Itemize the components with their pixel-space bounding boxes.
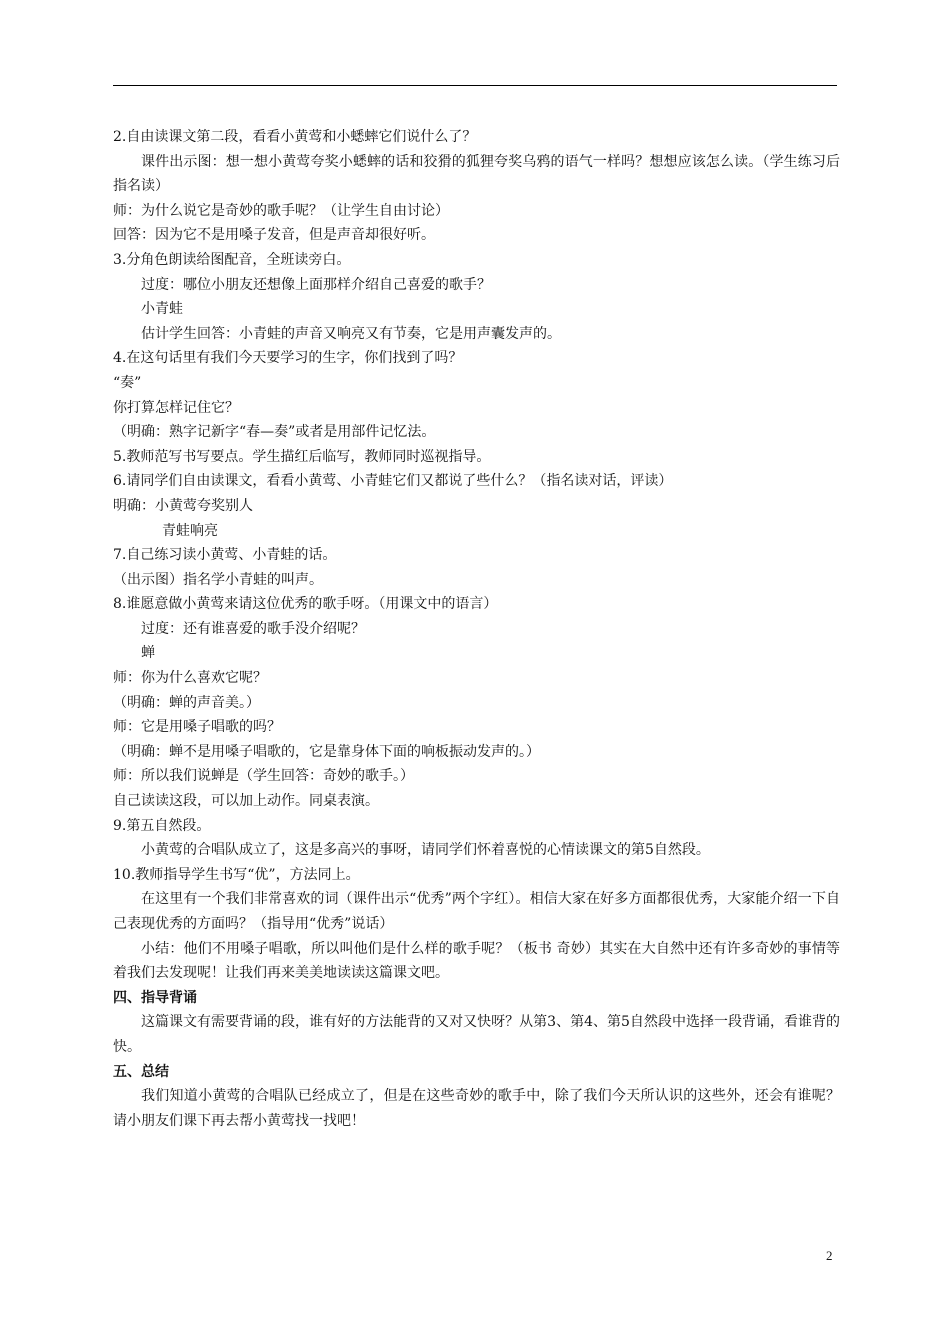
line-27: 自己读读这段，可以加上动作。同桌表演。 — [113, 793, 379, 810]
line-4: 回答：因为它不是用嗓子发音，但是声音却很好听。 — [113, 227, 435, 244]
line-17: 7.自己练习读小黄莺、小青蛙的话。 — [113, 547, 337, 564]
line-11: 你打算怎样记住它？ — [113, 399, 239, 416]
line-12: （明确：熟字记新字“春—奏”或者是用部件记忆法。 — [113, 424, 436, 441]
line-16: 青蛙响亮 — [162, 522, 218, 539]
line-23: （明确：蝉的声音美。） — [113, 694, 260, 711]
line-18: （出示图）指名学小青蛙的叫声。 — [113, 571, 323, 588]
line-5: 3.分角色朗读给图配音，全班读旁白。 — [113, 251, 351, 268]
line-20: 过度：还有谁喜爱的歌手没介绍呢？ — [141, 620, 365, 637]
line-6: 过度：哪位小朋友还想像上面那样介绍自己喜爱的歌手？ — [141, 276, 491, 293]
line-30: 10.教师指导学生书写“优”，方法同上。 — [113, 866, 360, 883]
line-36: 我们知道小黄莺的合唱队已经成立了，但是在这些奇妙的歌手中，除了我们今天所认识的这些外，还会有谁呢？请小朋友们课下再去帮小黄莺找一找吧！ — [113, 1088, 840, 1129]
line-3: 师：为什么说它是奇妙的歌手呢？（让学生自由讨论） — [113, 202, 449, 219]
document-body — [113, 125, 840, 1133]
section-heading-4: 四、指导背诵 — [113, 989, 197, 1006]
section-heading-5: 五、总结 — [113, 1063, 169, 1080]
line-21: 蝉 — [141, 645, 155, 662]
line-26: 师：所以我们说蝉是（学生回答：奇妙的歌手。） — [113, 768, 414, 785]
line-14: 6.请同学们自由读课文，看看小黄莺、小青蛙它们又都说了些什么？（指名读对话，评读） — [113, 473, 673, 490]
line-1: 2.自由读课文第二段，看看小黄莺和小蟋蟀它们说什么了？ — [113, 129, 477, 145]
line-34: 这篇课文有需要背诵的段，谁有好的方法能背的又对又快呀？从第3、第4、第5自然段中选择一段背诵，看谁背的快。 — [113, 1014, 840, 1055]
page-number: 2 — [826, 1248, 833, 1263]
line-15: 明确：小黄莺夸奖别人 — [113, 497, 253, 514]
line-8: 估计学生回答：小青蛙的声音又响亮又有节奏，它是用声囊发声的。 — [141, 325, 561, 342]
line-13: 5.教师范写书写要点。学生描红后临写，教师同时巡视指导。 — [113, 448, 491, 465]
header-rule — [113, 85, 837, 86]
line-9: 4.在这句话里有我们今天要学习的生字，你们找到了吗？ — [113, 350, 463, 367]
line-7: 小青蛙 — [141, 301, 183, 318]
line-29: 小黄莺的合唱队成立了，这是多高兴的事呀，请同学们怀着喜悦的心情读课文的第5自然段。 — [141, 842, 710, 859]
line-25: （明确：蝉不是用嗓子唱歌的，它是靠身体下面的响板振动发声的。） — [113, 743, 540, 760]
line-10: “奏” — [113, 374, 142, 391]
line-22: 师：你为什么喜欢它呢？ — [113, 670, 267, 687]
line-31: 在这里有一个我们非常喜欢的词（课件出示“优秀”两个字红）。相信大家在好多方面都很优秀，大家能介绍一下自己表现优秀的方面吗？（指导用“优秀”说话） — [113, 891, 840, 932]
line-2: 课件出示图：想一想小黄莺夸奖小蟋蟀的话和狡猾的狐狸夸奖乌鸦的语气一样吗？想想应该怎么读。（学生练习后指名读） — [113, 153, 840, 195]
line-24: 师：它是用嗓子唱歌的吗？ — [113, 719, 281, 736]
line-28: 9.第五自然段。 — [113, 817, 211, 834]
line-19: 8.谁愿意做小黄莺来请这位优秀的歌手呀。（用课文中的语言） — [113, 596, 498, 613]
line-32: 小结：他们不用嗓子唱歌，所以叫他们是什么样的歌手呢？（板书 奇妙）其实在大自然中还有许多奇妙的事情等着我们去发现呢！让我们再来美美地读读这篇课文吧。 — [113, 940, 840, 982]
